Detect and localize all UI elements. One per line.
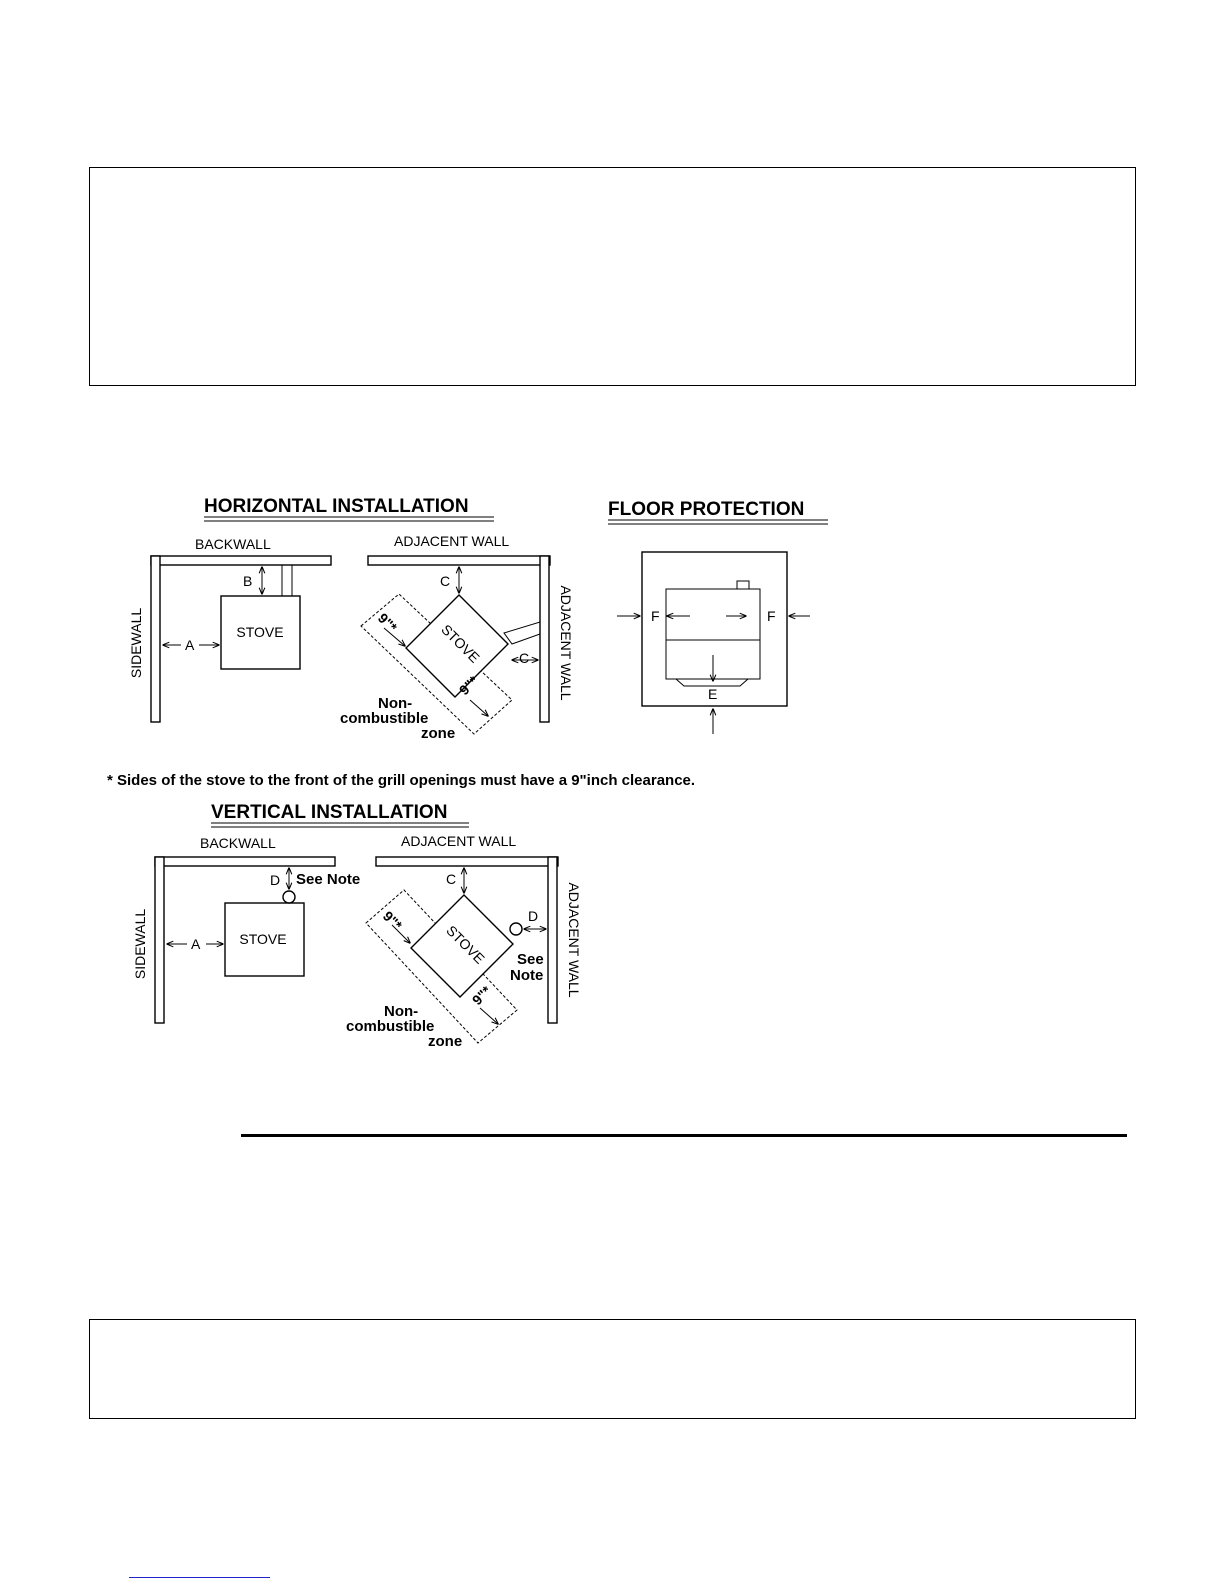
floor-protection-diagram xyxy=(617,552,810,734)
clearance-c-label: C xyxy=(446,871,457,887)
nine-inch-label: 9"* xyxy=(468,982,495,1009)
clearance-a-label: A xyxy=(191,936,201,952)
adjacent-wall-side-label: ADJACENT WALL xyxy=(558,585,574,701)
combustible-label: combustible xyxy=(340,710,429,727)
stove-diagonal-label: STOVE xyxy=(443,922,488,967)
combustible-label: combustible xyxy=(346,1018,435,1035)
nine-inch-label: 9"* xyxy=(379,907,406,934)
backwall-label: BACKWALL xyxy=(195,536,271,552)
floor-protection-heading: FLOOR PROTECTION xyxy=(608,499,805,520)
clearance-d-label: D xyxy=(528,908,539,924)
zone-label: zone xyxy=(421,725,456,742)
adjacent-wall-top-label: ADJACENT WALL xyxy=(394,533,510,549)
clearance-e-label: E xyxy=(708,686,718,702)
clearance-f-right-label: F xyxy=(767,608,776,624)
clearance-d-label: D xyxy=(270,872,281,888)
floor-pad xyxy=(642,552,787,706)
stove-diagonal-label: STOVE xyxy=(438,621,483,666)
vertical-corner-diagram xyxy=(346,833,582,1050)
nine-inch-label: 9"* xyxy=(455,672,482,699)
vertical-backwall-diagram xyxy=(132,835,360,1023)
non-label: Non- xyxy=(384,1003,419,1020)
adjacent-wall-side-label: ADJACENT WALL xyxy=(566,882,582,998)
see-note-label: See Note xyxy=(296,871,361,888)
zone-label: zone xyxy=(428,1033,463,1050)
sidewall-label: SIDEWALL xyxy=(132,908,148,980)
horizontal-installation-heading: HORIZONTAL INSTALLATION xyxy=(204,496,469,517)
clearance-footnote: * Sides of the stove to the front of the grill openings must have a 9"inch clearance. xyxy=(107,772,696,789)
note-label: Note xyxy=(510,967,544,984)
clearance-a-label: A xyxy=(185,637,195,653)
vertical-installation-heading: VERTICAL INSTALLATION xyxy=(211,802,448,823)
horizontal-backwall-diagram xyxy=(128,536,331,722)
horizontal-corner-diagram xyxy=(340,533,574,742)
stove-label: STOVE xyxy=(236,624,284,640)
see-label: See xyxy=(517,951,544,968)
clearance-f-label: F xyxy=(651,608,660,624)
backwall-label: BACKWALL xyxy=(200,835,276,851)
clearance-b-label: B xyxy=(243,573,253,589)
nine-inch-label: 9"* xyxy=(374,609,401,636)
sidewall-label: SIDEWALL xyxy=(128,607,144,679)
non-label: Non- xyxy=(378,695,413,712)
clearance-c-label: C xyxy=(440,573,451,589)
clearance-c-right-label: C xyxy=(519,650,530,666)
stove-label: STOVE xyxy=(239,931,287,947)
adjacent-wall-top-label: ADJACENT WALL xyxy=(401,833,517,849)
